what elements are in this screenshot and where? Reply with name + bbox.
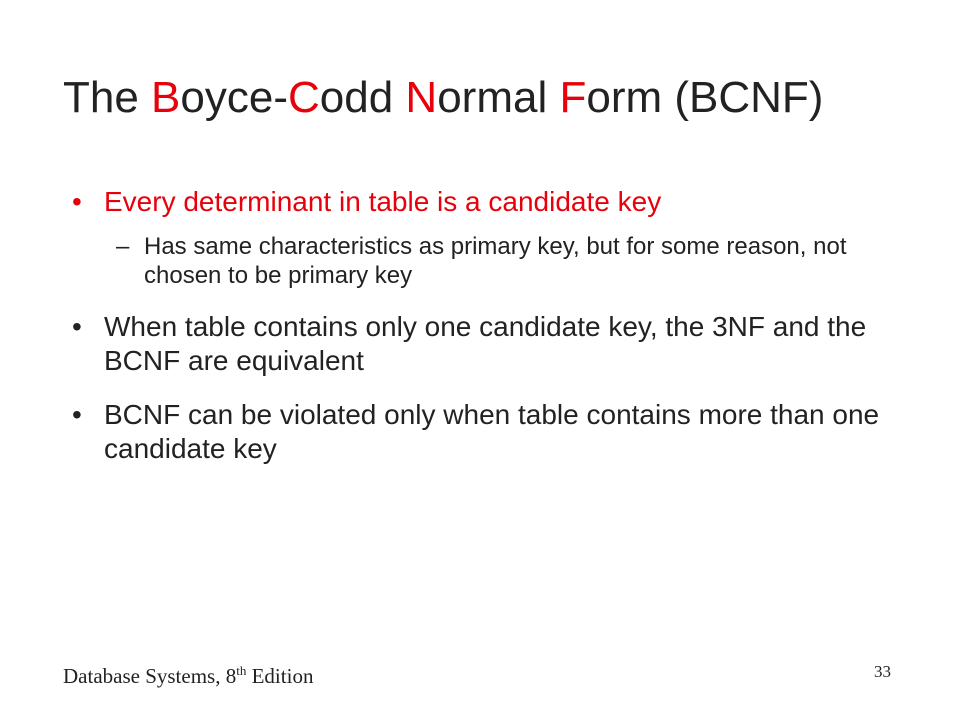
footer-book-suffix: Edition (246, 664, 314, 688)
bullet-item (72, 398, 892, 466)
bullet-marker: • (72, 399, 82, 430)
bullet-text: Every determinant in table is a candidate key (104, 186, 662, 217)
bullet-marker: • (72, 186, 82, 217)
page-number: 33 (874, 662, 891, 681)
title-highlight-letter: C (288, 73, 320, 122)
footer-book-superscript: th (236, 663, 247, 678)
title-part: The (63, 73, 152, 122)
sub-bullet-marker: – (116, 233, 130, 260)
title-part: ormal (437, 73, 560, 122)
sub-bullet-item (116, 232, 892, 290)
bullet-text: BCNF can be violated only when table contains more than one candidate key (104, 399, 880, 464)
footer-book-prefix: Database Systems, 8 (63, 664, 237, 688)
sub-bullet-text: Has same characteristics as primary key, but for some reason, not chosen to be primary key (144, 233, 847, 289)
book-footer (63, 663, 313, 689)
title-highlight-letter: F (559, 73, 587, 122)
bullet-text: When table contains only one candidate key, the 3NF and the BCNF are equivalent (104, 311, 867, 376)
bullet-item (72, 310, 892, 378)
title-highlight-letter: B (151, 73, 181, 122)
title-part: orm (BCNF) (586, 73, 824, 122)
bullet-item (72, 185, 892, 219)
slide-title (63, 70, 823, 126)
bullet-marker: • (72, 311, 82, 342)
bullet-list (72, 185, 892, 466)
title-highlight-letter: N (405, 73, 438, 122)
title-part: oyce- (180, 73, 288, 122)
title-part: odd (319, 73, 406, 122)
